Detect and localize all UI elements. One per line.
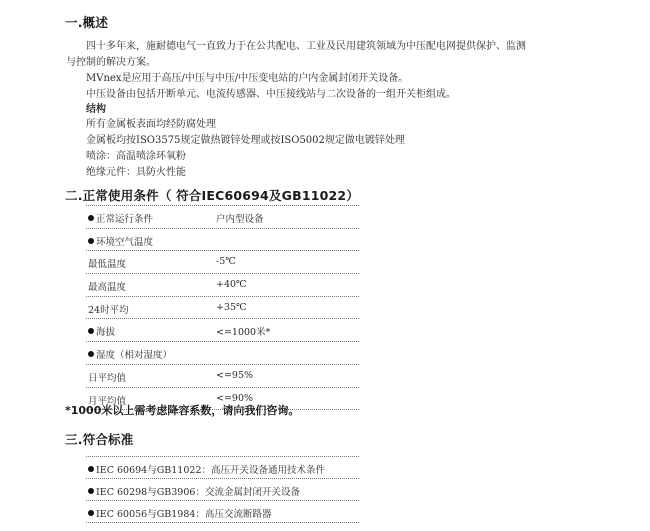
section-3-title: 三.符合标准 (65, 432, 134, 447)
row-label: 最高温度 (88, 282, 127, 294)
structure-item: 所有金属板表面均经防腐处理 (86, 119, 216, 130)
table-row (86, 274, 359, 297)
intro-line-2: 与控制的解决方案。 (66, 57, 156, 68)
structure-heading: 结构 (86, 104, 106, 115)
intro-line-1: 四十多年来，施耐德电气一直致力于在公共配电、工业及民用建筑领域为中压配电网提供保护、监测 (86, 41, 526, 52)
bullet-icon (88, 466, 94, 472)
row-label: 湿度（相对湿度） (96, 350, 173, 362)
row-label: 日平均值 (88, 372, 127, 384)
row-value: <=90% (216, 392, 254, 404)
table-row (86, 365, 359, 388)
table-row (86, 319, 359, 342)
structure-item: 金属板均按ISO3575规定做热镀锌处理或按ISO5002规定做电镀锌处理 (86, 135, 405, 146)
row-value: +35℃ (216, 301, 247, 313)
mvnex-line: MVnex是应用于高压/中压与中压/中压变电站的户内金属封闭开关设备。 (86, 73, 409, 84)
bullet-icon (88, 351, 94, 357)
bullet-icon (88, 238, 94, 244)
row-value: <=95% (216, 369, 254, 381)
bullet-icon (88, 488, 94, 494)
row-label: 环境空气温度 (96, 236, 154, 248)
row-value: 户内型设备 (216, 214, 264, 225)
altitude-note: *1000米以上需考虑降容系数，请向我们咨询。 (65, 404, 300, 417)
row-label: 最低温度 (88, 259, 127, 271)
table-row (86, 297, 359, 320)
row-label: 正常运行条件 (96, 214, 154, 225)
table-row (86, 205, 359, 229)
standards-list (86, 456, 359, 523)
table-row (86, 229, 359, 252)
standard-text: IEC 60056与GB1984：高压交流断路器 (96, 509, 272, 520)
list-item (86, 501, 359, 523)
list-item (86, 479, 359, 501)
row-label: 月平均值 (88, 395, 127, 407)
bullet-icon (88, 510, 94, 516)
table-row (86, 342, 359, 365)
row-value: <=1000米* (216, 327, 271, 339)
equipment-line: 中压设备由包括开断单元、电流传感器、中压接线站与二次设备的一组开关柜组成。 (86, 89, 456, 100)
bullet-icon (88, 215, 94, 221)
bullet-icon (88, 328, 94, 334)
list-item (86, 456, 359, 479)
section-1-title: 一.概述 (65, 15, 109, 30)
structure-item: 绝缘元件：具防火性能 (86, 167, 186, 178)
standard-text: IEC 60298与GB3906：交流金属封闭开关设备 (96, 487, 300, 498)
row-value: +40℃ (216, 279, 247, 291)
standard-text: IEC 60694与GB11022：高压开关设备通用技术条件 (96, 465, 325, 476)
row-value: -5℃ (216, 256, 236, 268)
section-2-title: 二.正常使用条件（ 符合IEC60694及GB11022） (65, 188, 360, 203)
conditions-table (86, 205, 359, 410)
table-row (86, 251, 359, 274)
structure-item: 喷涂：高温喷涂环氧粉 (86, 151, 186, 162)
row-label: 24时平均 (88, 304, 129, 316)
row-label: 海拔 (96, 327, 116, 339)
